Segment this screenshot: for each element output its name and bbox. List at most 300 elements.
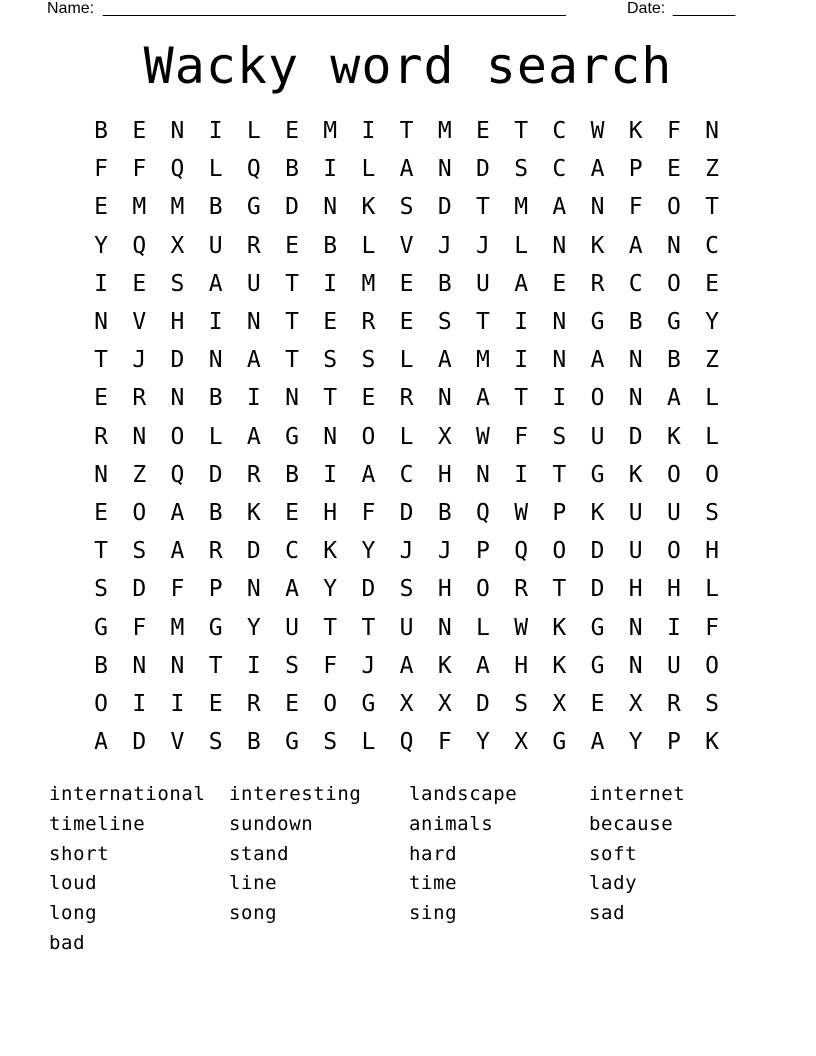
grid-letter: B xyxy=(323,232,338,259)
grid-letter: V xyxy=(132,309,147,336)
grid-letter: E xyxy=(94,385,109,412)
grid-letter: D xyxy=(246,538,261,565)
grid-letter: J xyxy=(361,652,376,679)
grid-letter: O xyxy=(705,461,720,488)
grid-letter: N xyxy=(246,309,261,336)
grid-letter: E xyxy=(285,499,299,526)
grid-letter: B xyxy=(208,194,223,221)
word-list-item: interesting xyxy=(229,783,362,805)
grid-letter: I xyxy=(323,156,338,183)
grid-letter: S xyxy=(94,576,109,603)
grid-letter: R xyxy=(666,690,681,717)
grid-letter: A xyxy=(628,232,643,259)
grid-letter: T xyxy=(514,385,529,412)
word-list-item: short xyxy=(49,842,110,865)
grid-letter: Q xyxy=(132,232,147,259)
grid-letter: U xyxy=(476,270,490,297)
grid-letter: L xyxy=(705,423,720,450)
grid-letter: W xyxy=(476,423,490,450)
grid-letter: A xyxy=(552,194,567,221)
grid-letter: D xyxy=(208,461,223,488)
grid-letter: N xyxy=(437,385,452,412)
grid-letter: I xyxy=(94,270,109,297)
grid-letter: T xyxy=(399,118,414,145)
grid-letter: W xyxy=(514,614,529,641)
grid-letter: D xyxy=(170,347,185,374)
grid-letter: I xyxy=(514,309,529,336)
grid-letter: N xyxy=(94,309,109,336)
grid-letter: G xyxy=(666,309,681,336)
grid-letter: L xyxy=(514,232,529,259)
grid-letter: Q xyxy=(170,156,185,183)
grid-letter: R xyxy=(361,309,376,336)
grid-letter: F xyxy=(705,614,720,641)
grid-letter: F xyxy=(666,118,681,145)
grid-letter: A xyxy=(514,270,529,297)
grid-letter: K xyxy=(590,232,605,259)
grid-letter: J xyxy=(476,232,490,259)
grid-letter: C xyxy=(552,118,567,145)
grid-letter: K xyxy=(628,118,643,145)
worksheet-header xyxy=(47,0,747,20)
grid-letter: L xyxy=(705,576,720,603)
grid-letter: K xyxy=(666,423,681,450)
grid-letter: J xyxy=(399,538,414,565)
date-blank-line: _______ xyxy=(673,0,736,17)
grid-letter: H xyxy=(170,309,185,336)
grid-letter: K xyxy=(437,652,452,679)
grid-letter: B xyxy=(94,652,109,679)
grid-letter: Z xyxy=(705,347,720,374)
grid-letter: N xyxy=(246,576,261,603)
grid-letter: L xyxy=(246,118,261,145)
grid-letter: O xyxy=(552,538,567,565)
grid-letter: R xyxy=(399,385,414,412)
grid-letter: N xyxy=(323,194,338,221)
grid-letter: U xyxy=(246,270,261,297)
grid-letter: S xyxy=(705,499,720,526)
grid-letter: G xyxy=(246,194,261,221)
grid-letter: N xyxy=(666,232,681,259)
grid-letter: I xyxy=(246,652,261,679)
grid-letter: U xyxy=(399,614,414,641)
grid-letter: R xyxy=(246,232,261,259)
grid-letter: N xyxy=(552,347,567,374)
grid-letter: H xyxy=(628,576,643,603)
grid-letter: F xyxy=(361,499,376,526)
grid-letter: S xyxy=(437,309,452,336)
grid-letter: S xyxy=(514,156,529,183)
grid-letter: R xyxy=(246,690,261,717)
grid-letter: D xyxy=(399,499,414,526)
word-list-item: timeline xyxy=(49,812,146,835)
grid-letter: E xyxy=(132,270,147,297)
grid-letter: O xyxy=(323,690,338,717)
grid-letter: I xyxy=(514,347,529,374)
grid-letter: B xyxy=(208,385,223,412)
grid-letter: C xyxy=(628,270,643,297)
grid-letter: U xyxy=(666,499,681,526)
grid-letter: U xyxy=(208,232,223,259)
grid-letter: D xyxy=(132,729,147,756)
grid-letter: E xyxy=(94,499,109,526)
grid-letter: C xyxy=(285,538,299,565)
grid-letter: N xyxy=(170,385,185,412)
word-list-item: sad xyxy=(589,902,626,925)
grid-letter: B xyxy=(437,270,452,297)
grid-letter: P xyxy=(552,499,567,526)
grid-letter: H xyxy=(437,576,452,603)
grid-letter: Z xyxy=(132,461,147,488)
grid-letter: D xyxy=(476,690,490,717)
grid-letter: O xyxy=(666,538,681,565)
grid-letter: A xyxy=(246,347,261,374)
grid-letter: F xyxy=(514,423,529,450)
grid-letter: N xyxy=(437,156,452,183)
grid-letter: G xyxy=(361,690,376,717)
grid-letter: A xyxy=(590,729,605,756)
grid-letter: T xyxy=(285,270,299,297)
grid-letter: F xyxy=(132,614,147,641)
grid-letter: G xyxy=(552,729,567,756)
grid-letter: D xyxy=(285,194,299,221)
grid-letter: S xyxy=(514,690,529,717)
grid-letter: H xyxy=(705,538,720,565)
grid-letter: P xyxy=(628,156,643,183)
grid-letter: T xyxy=(476,194,490,221)
grid-letter: P xyxy=(666,729,681,756)
word-list-item: bad xyxy=(49,931,86,954)
grid-letter: E xyxy=(323,309,338,336)
word-list-item: soft xyxy=(589,842,638,865)
grid-letter: D xyxy=(628,423,643,450)
grid-letter: T xyxy=(285,347,299,374)
grid-letter: S xyxy=(399,576,414,603)
grid-letter: M xyxy=(437,118,452,145)
grid-letter: J xyxy=(437,538,452,565)
grid-letter: Y xyxy=(246,614,261,641)
grid-letter: L xyxy=(361,729,376,756)
grid-letter: E xyxy=(476,118,490,145)
grid-letter: A xyxy=(170,499,185,526)
word-list-item: lady xyxy=(589,872,638,895)
word-list-item: internet xyxy=(589,783,686,805)
grid-letter: R xyxy=(94,423,109,450)
grid-letter: E xyxy=(361,385,376,412)
grid-letter: Q xyxy=(514,538,529,565)
grid-letter: G xyxy=(94,614,109,641)
grid-letter: I xyxy=(208,309,223,336)
grid-letter: E xyxy=(285,690,299,717)
word-list-item: sundown xyxy=(229,812,314,835)
grid-letter: W xyxy=(514,499,529,526)
grid-letter: G xyxy=(590,652,605,679)
grid-letter: T xyxy=(208,652,223,679)
grid-letter: X xyxy=(399,690,414,717)
grid-letter: A xyxy=(246,423,261,450)
grid-letter: E xyxy=(285,118,299,145)
grid-letter: H xyxy=(514,652,529,679)
grid-letter: A xyxy=(437,347,452,374)
grid-letter: S xyxy=(132,538,147,565)
name-label: Name: xyxy=(47,0,95,17)
grid-letter: N xyxy=(170,118,185,145)
grid-letter: L xyxy=(705,385,720,412)
grid-letter: P xyxy=(208,576,223,603)
grid-letter: Q xyxy=(476,499,490,526)
word-list-item: line xyxy=(229,872,278,895)
grid-letter: S xyxy=(552,423,567,450)
grid-letter: U xyxy=(628,499,643,526)
grid-letter: T xyxy=(476,309,490,336)
grid-letter: L xyxy=(476,614,490,641)
grid-letter: A xyxy=(170,538,185,565)
grid-letter: A xyxy=(590,156,605,183)
grid-letter: J xyxy=(437,232,452,259)
word-list-item: long xyxy=(49,902,98,925)
grid-letter: E xyxy=(552,270,567,297)
grid-letter: A xyxy=(94,729,109,756)
grid-letter: E xyxy=(590,690,605,717)
grid-letter: O xyxy=(132,499,147,526)
grid-letter: S xyxy=(361,347,376,374)
grid-letter: A xyxy=(399,156,414,183)
grid-letter: F xyxy=(170,576,185,603)
grid-letter: Y xyxy=(476,729,490,756)
grid-letter: M xyxy=(170,194,185,221)
grid-letter: E xyxy=(132,118,147,145)
grid-letter: D xyxy=(590,576,605,603)
grid-letter: G xyxy=(208,614,223,641)
grid-letter: K xyxy=(590,499,605,526)
grid-letter: E xyxy=(208,690,223,717)
grid-letter: F xyxy=(437,729,452,756)
grid-letter: K xyxy=(628,461,643,488)
grid-letter: R xyxy=(514,576,529,603)
grid-letter: I xyxy=(323,461,338,488)
grid-letter: T xyxy=(285,309,299,336)
grid-letter: T xyxy=(94,538,109,565)
grid-letter: T xyxy=(323,614,338,641)
grid-letter: P xyxy=(476,538,490,565)
grid-letter: N xyxy=(94,461,109,488)
grid-letter: Q xyxy=(399,729,414,756)
grid-letter: C xyxy=(399,461,414,488)
grid-letter: A xyxy=(399,652,414,679)
grid-letter: Y xyxy=(705,309,720,336)
grid-letter: F xyxy=(132,156,147,183)
grid-letter: O xyxy=(666,461,681,488)
grid-letter: B xyxy=(437,499,452,526)
word-list-item: landscape xyxy=(409,783,518,805)
grid-letter: O xyxy=(361,423,376,450)
grid-letter: Z xyxy=(705,156,720,183)
grid-letter: N xyxy=(628,614,643,641)
grid-letter: M xyxy=(170,614,185,641)
word-list-item: because xyxy=(589,812,674,835)
grid-letter: R xyxy=(132,385,147,412)
grid-letter: X xyxy=(514,729,529,756)
grid-letter: B xyxy=(666,347,681,374)
grid-letter: K xyxy=(552,652,567,679)
grid-letter: Q xyxy=(170,461,185,488)
grid-letter: N xyxy=(628,652,643,679)
grid-letter: T xyxy=(323,385,338,412)
letter-grid xyxy=(82,112,731,761)
grid-letter: B xyxy=(285,461,299,488)
grid-letter: H xyxy=(437,461,452,488)
grid-letter: O xyxy=(590,385,605,412)
grid-letter: L xyxy=(399,423,414,450)
grid-letter: V xyxy=(170,729,185,756)
grid-letter: Q xyxy=(246,156,261,183)
grid-letter: S xyxy=(323,347,338,374)
grid-letter: L xyxy=(399,347,414,374)
grid-letter: T xyxy=(514,118,529,145)
grid-letter: U xyxy=(285,614,299,641)
grid-letter: I xyxy=(170,690,185,717)
grid-letter: X xyxy=(437,690,452,717)
grid-letter: N xyxy=(285,385,299,412)
grid-letter: N xyxy=(705,118,720,145)
grid-letter: M xyxy=(514,194,529,221)
grid-letter: G xyxy=(285,423,299,450)
grid-letter: K xyxy=(323,538,338,565)
page-title: Wacky word search xyxy=(143,37,673,95)
grid-letter: R xyxy=(590,270,605,297)
grid-letter: K xyxy=(361,194,376,221)
grid-letter: G xyxy=(590,614,605,641)
grid-letter: C xyxy=(552,156,567,183)
grid-letter: Y xyxy=(323,576,338,603)
word-list-item: loud xyxy=(49,872,98,895)
grid-letter: N xyxy=(208,347,223,374)
grid-letter: S xyxy=(323,729,338,756)
grid-letter: Y xyxy=(628,729,643,756)
grid-letter: K xyxy=(552,614,567,641)
grid-letter: A xyxy=(476,652,490,679)
grid-letter: N xyxy=(628,347,643,374)
grid-letter: A xyxy=(361,461,376,488)
grid-letter: X xyxy=(170,232,185,259)
grid-letter: N xyxy=(552,309,567,336)
grid-letter: A xyxy=(285,576,299,603)
grid-letter: O xyxy=(666,194,681,221)
grid-letter: T xyxy=(705,194,720,221)
grid-letter: R xyxy=(246,461,261,488)
grid-letter: I xyxy=(666,614,681,641)
grid-letter: C xyxy=(705,232,720,259)
grid-letter: I xyxy=(246,385,261,412)
grid-letter: H xyxy=(323,499,338,526)
grid-letter: I xyxy=(208,118,223,145)
grid-letter: U xyxy=(628,538,643,565)
grid-letter: B xyxy=(208,499,223,526)
grid-letter: L xyxy=(361,156,376,183)
grid-letter: E xyxy=(94,194,109,221)
grid-letter: U xyxy=(590,423,605,450)
grid-letter: N xyxy=(132,423,147,450)
grid-letter: E xyxy=(399,309,414,336)
grid-letter: D xyxy=(437,194,452,221)
grid-letter: T xyxy=(361,614,376,641)
grid-letter: M xyxy=(361,270,376,297)
grid-letter: Y xyxy=(94,232,109,259)
grid-letter: N xyxy=(552,232,567,259)
grid-letter: V xyxy=(399,232,414,259)
grid-letter: I xyxy=(552,385,567,412)
grid-letter: N xyxy=(323,423,338,450)
grid-letter: W xyxy=(590,118,605,145)
grid-letter: H xyxy=(666,576,681,603)
grid-letter: D xyxy=(361,576,376,603)
grid-letter: E xyxy=(705,270,720,297)
grid-letter: O xyxy=(476,576,490,603)
grid-letter: N xyxy=(628,385,643,412)
grid-letter: B xyxy=(285,156,299,183)
grid-letter: L xyxy=(208,156,223,183)
grid-letter: S xyxy=(399,194,414,221)
word-list-item: song xyxy=(229,902,278,925)
grid-letter: M xyxy=(132,194,147,221)
date-label: Date: xyxy=(627,0,666,17)
grid-letter: S xyxy=(285,652,299,679)
grid-letter: R xyxy=(208,538,223,565)
grid-letter: D xyxy=(476,156,490,183)
grid-letter: E xyxy=(399,270,414,297)
grid-letter: G xyxy=(590,309,605,336)
word-list-item: time xyxy=(409,872,458,895)
grid-letter: X xyxy=(552,690,567,717)
grid-letter: D xyxy=(590,538,605,565)
grid-letter: E xyxy=(285,232,299,259)
grid-letter: B xyxy=(628,309,643,336)
grid-letter: G xyxy=(590,461,605,488)
word-list-item: sing xyxy=(409,902,458,925)
grid-letter: B xyxy=(94,118,109,145)
word-list xyxy=(49,780,769,959)
grid-letter: F xyxy=(323,652,338,679)
grid-letter: A xyxy=(666,385,681,412)
word-list-item: animals xyxy=(409,812,494,835)
grid-letter: T xyxy=(552,576,567,603)
grid-letter: T xyxy=(94,347,109,374)
grid-letter: I xyxy=(132,690,147,717)
grid-letter: M xyxy=(476,347,490,374)
grid-letter: M xyxy=(323,118,338,145)
grid-letter: O xyxy=(666,270,681,297)
grid-letter: F xyxy=(628,194,643,221)
grid-letter: I xyxy=(323,270,338,297)
grid-letter: N xyxy=(437,614,452,641)
grid-letter: I xyxy=(514,461,529,488)
grid-letter: N xyxy=(170,652,185,679)
grid-letter: T xyxy=(552,461,567,488)
grid-letter: A xyxy=(476,385,490,412)
grid-letter: Y xyxy=(361,538,376,565)
grid-letter: J xyxy=(132,347,147,374)
grid-letter: N xyxy=(590,194,605,221)
grid-letter: D xyxy=(132,576,147,603)
grid-letter: K xyxy=(705,729,720,756)
grid-letter: X xyxy=(628,690,643,717)
grid-letter: L xyxy=(361,232,376,259)
word-list-item: international xyxy=(49,783,206,805)
grid-letter: E xyxy=(666,156,681,183)
grid-letter: B xyxy=(246,729,261,756)
grid-letter: O xyxy=(705,652,720,679)
grid-letter: F xyxy=(94,156,109,183)
